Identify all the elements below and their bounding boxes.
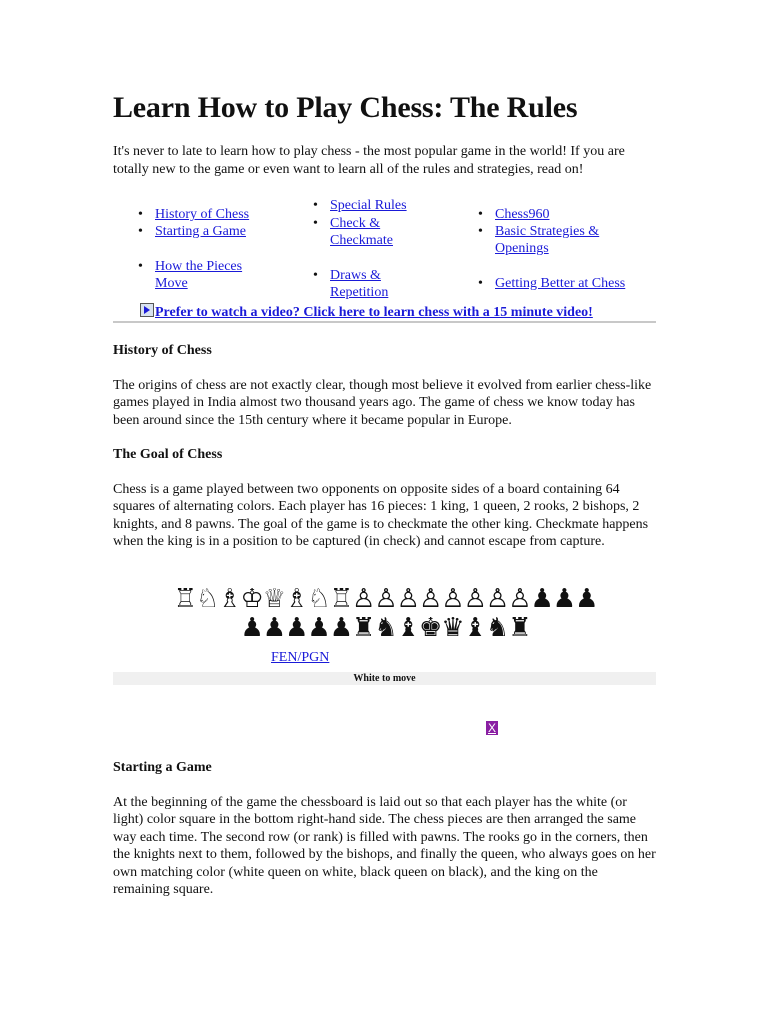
fen-pgn-link[interactable]: FEN/PGN — [271, 650, 330, 665]
chess-pieces-row-2: ♟♟♟♟♟♜♞♝♚♛♝♞♜ — [240, 613, 531, 643]
video-link-row — [140, 303, 593, 322]
toc-column-1 — [138, 206, 288, 292]
toc-column-3 — [478, 206, 658, 292]
table-of-contents — [113, 196, 658, 302]
toc-item-pieces — [138, 258, 265, 292]
toc-item-check — [313, 215, 405, 267]
section-heading-history: History of Chess — [113, 343, 212, 358]
toc-item-chess960 — [478, 206, 658, 223]
page-title: Learn How to Play Chess: The Rules — [113, 91, 578, 124]
divider — [113, 321, 656, 323]
close-button[interactable]: X — [487, 721, 496, 735]
toc-link-pieces[interactable]: How the Pieces Move — [155, 259, 243, 291]
section-text-goal: Chess is a game played between two opponents on opposite sides of a board containing 64 squares of alternating colors. Each player has 16 pieces: 1 king, 1 queen, 2 rooks, 2 bishops, 2 knights, and 8 pawns. The goal of the game is to checkmate the other king. Checkmate happens when the king is in a position to be captured (in check) and cannot escape from capture. — [113, 482, 649, 550]
toc-item-strategies — [478, 223, 630, 275]
chess-pieces-row-1: ♖♘♗♔♕♗♘♖♙♙♙♙♙♙♙♙♟♟♟ — [173, 584, 598, 614]
toc-link-chess960[interactable]: Chess960 — [495, 207, 550, 222]
toc-item-special — [313, 197, 423, 215]
toc-link-check[interactable]: Check & Checkmate — [330, 216, 393, 248]
toc-link-getting-better[interactable]: Getting Better at Chess — [495, 276, 626, 291]
toc-item-history — [138, 206, 288, 223]
toc-link-special[interactable]: Special Rules — [330, 198, 407, 213]
toc-item-getting-better — [478, 275, 658, 292]
toc-link-history[interactable]: History of Chess — [155, 207, 250, 222]
toc-link-draws[interactable]: Draws & Repetition — [330, 268, 389, 300]
video-play-icon[interactable] — [140, 303, 154, 317]
section-text-history: The origins of chess are not exactly clear, though most believe it evolved from earlier chess-like games played in India almost two thousand years ago. The game of chess we know today has been around since the 15th century where it became popular in Europe. — [113, 378, 652, 428]
intro-paragraph: It's never to late to learn how to play chess - the most popular game in the world! If you are totally new to the game or even want to learn all of the rules and strategies, read on! — [113, 144, 625, 177]
section-heading-starting: Starting a Game — [113, 760, 212, 775]
section-text-starting: At the beginning of the game the chessboard is laid out so that each player has the white (or light) color square in the bottom right-hand side. The chess pieces are then arranged the same way each time. The second row (or rank) is filled with pawns. The rooks go in the corners, then the knights next to them, followed by the bishops, and finally the queen, who always goes on her own matching color (white queen on white, black queen on black), and the king on the remaining square. — [113, 795, 656, 898]
section-heading-goal: The Goal of Chess — [113, 447, 223, 462]
toc-link-starting[interactable]: Starting a Game — [155, 224, 246, 239]
toc-link-strategies[interactable]: Basic Strategies & Openings — [495, 224, 600, 256]
toc-item-draws — [313, 267, 405, 301]
toc-item-starting — [138, 223, 288, 258]
video-link[interactable]: Prefer to watch a video? Click here to learn chess with a 15 minute video! — [155, 305, 593, 320]
board-status-bar: White to move — [113, 672, 656, 685]
toc-column-2 — [313, 197, 423, 301]
